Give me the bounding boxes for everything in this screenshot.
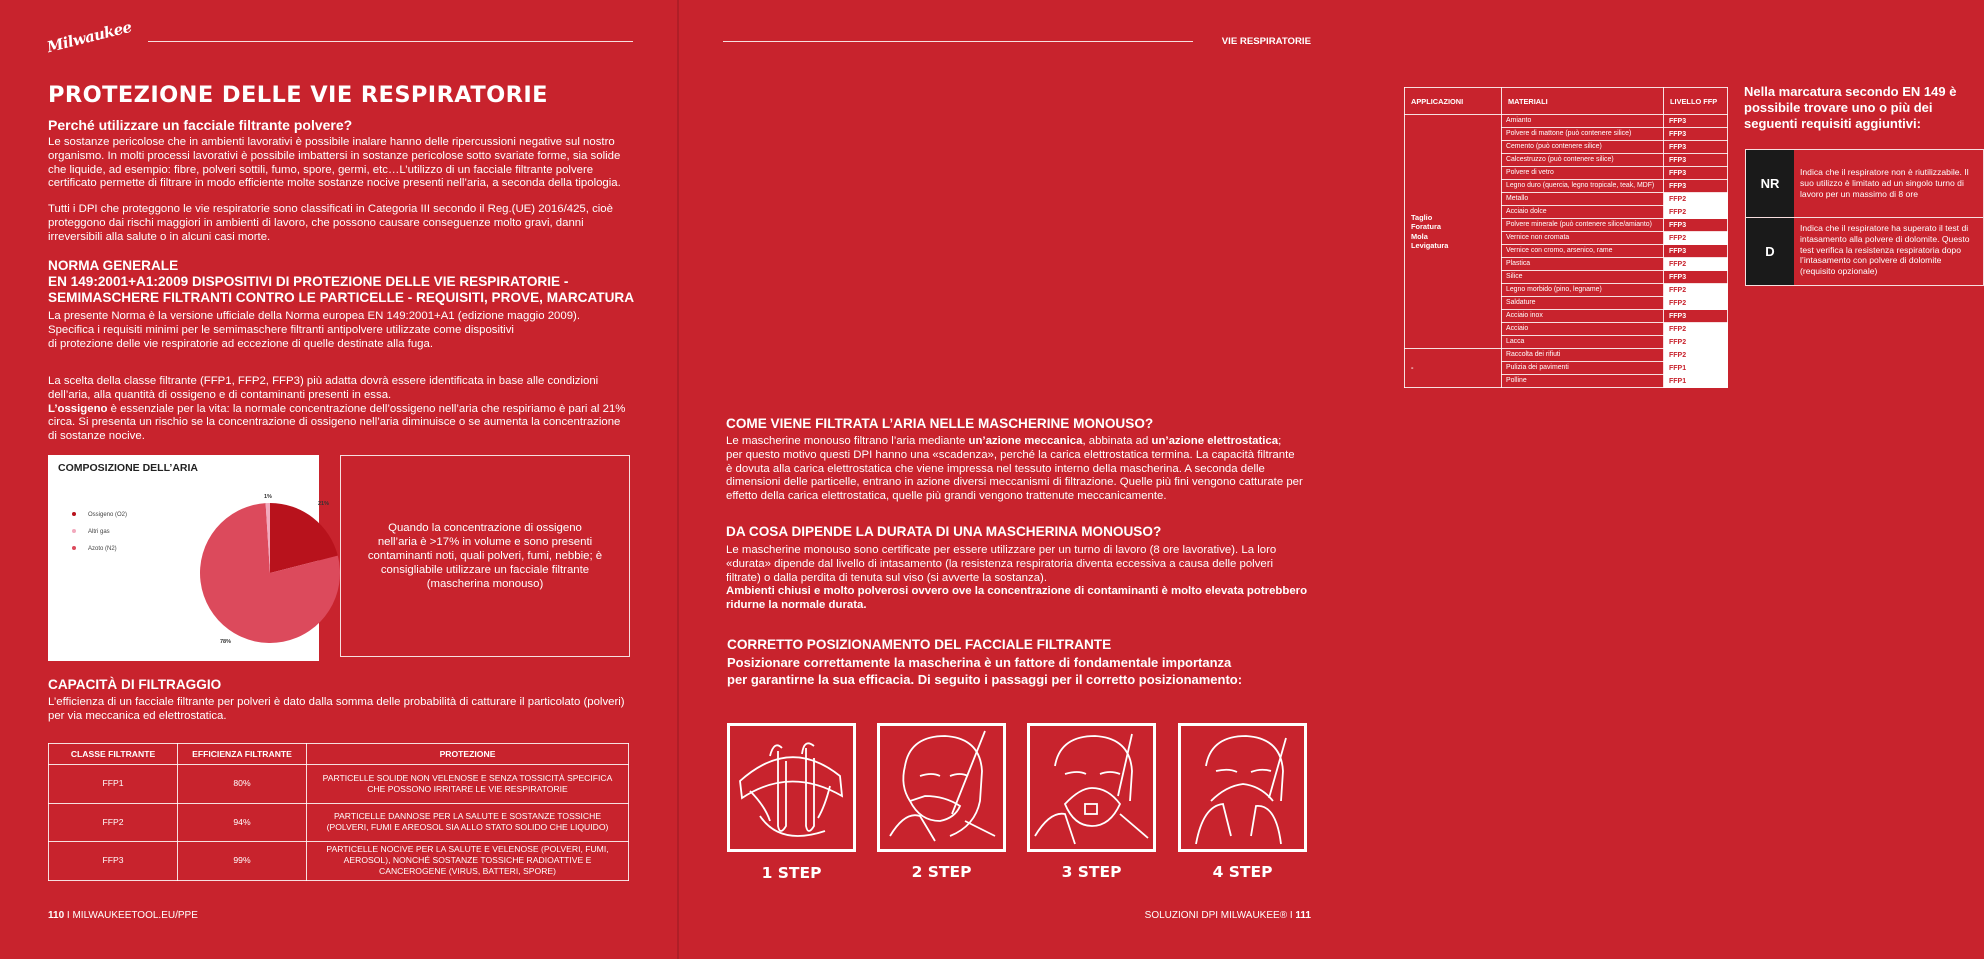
legend-marker bbox=[72, 512, 76, 516]
text-line: per garantirne la sua efficacia. Di seguito i passaggi per il corretto posizionamento: bbox=[727, 672, 1243, 687]
text-line: Ambienti chiusi e molto polverosi ovvero ove la concentrazione di contaminanti è molto elevata potrebbero bbox=[726, 585, 1308, 598]
ffp-level-cell: FFP2 bbox=[1664, 323, 1728, 336]
material-cell: Pulizia dei pavimenti bbox=[1502, 362, 1664, 375]
application-cell bbox=[1405, 115, 1502, 349]
text-line: La scelta della classe filtrante (FFP1, FFP2, FFP3) più adatta dovrà essere identificata in base alle condizioni bbox=[48, 375, 599, 387]
face-mask-icon bbox=[880, 726, 1003, 849]
material-cell: Lacca bbox=[1502, 336, 1664, 349]
text-span: è essenziale per la vita: la normale concentrazione dell’ossigeno nell’aria che respiriamo è pari al 21% bbox=[107, 402, 626, 415]
text-line: Le sostanze pericolose che in ambienti lavorativi è possibile inalare hanno delle ripercussioni negative sul nostro bbox=[48, 136, 615, 148]
text-line: per via meccanica ed elettrostatica. bbox=[48, 709, 227, 722]
footer-right bbox=[1145, 910, 1311, 921]
application-label: Mola bbox=[1411, 231, 1428, 241]
text-line: organismo. In molti processi lavorativi è possibile imbattersi in sostanze pericolose sotto svariate forme, sia solide bbox=[48, 149, 621, 162]
ffp-level-cell: FFP2 bbox=[1664, 349, 1728, 362]
material-cell: Saldature bbox=[1502, 297, 1664, 310]
table-cell: PARTICELLE SOLIDE NON VELENOSE E SENZA TOSSICITÀ SPECIFICA CHE POSSONO IRRITARE LE VIE RESPIRATORIE bbox=[307, 765, 629, 804]
text-line: L’efficienza di un facciale filtrante per polveri è dato dalla somma delle probabilità di catturare il particolato (polveri) bbox=[48, 696, 625, 708]
step-2-illustration bbox=[877, 723, 1006, 852]
material-cell: Polline bbox=[1502, 375, 1664, 388]
ffp-level-cell: FFP1 bbox=[1664, 375, 1728, 388]
category-paragraph bbox=[48, 203, 613, 244]
capacity-paragraph bbox=[48, 696, 625, 724]
positioning-subtitle bbox=[727, 654, 1242, 688]
text-line: filtrate) o dalla perdita di tenuta sul viso (si avverte la sostanza). bbox=[726, 571, 1047, 584]
ffp-level-cell: FFP3 bbox=[1664, 219, 1728, 232]
application-cell: - bbox=[1405, 349, 1502, 388]
note-text: Quando la concentrazione di ossigeno nell’aria è >17% in volume e sono presenti contaminanti noti, quali polveri, fumi, nebbie; è consigliabile utilizzare un facciale filtrante (mascherina monouso) bbox=[367, 522, 603, 590]
step-3-illustration bbox=[1027, 723, 1156, 852]
table-row bbox=[49, 803, 629, 842]
material-cell: Legno morbido (pino, legname) bbox=[1502, 284, 1664, 297]
milwaukee-logo bbox=[45, 17, 134, 57]
text-line bbox=[48, 403, 625, 417]
ffp-level-cell: FFP3 bbox=[1664, 180, 1728, 193]
table-cell: FFP2 bbox=[49, 803, 178, 842]
text-line: per questo motivo questi DPI hanno una «scadenza», perché la carica elettrostatica termina. La capacità filtrante bbox=[726, 448, 1295, 461]
material-cell: Acciaio dolce bbox=[1502, 206, 1664, 219]
ffp-level-cell: FFP2 bbox=[1664, 232, 1728, 245]
ffp-level-cell: FFP3 bbox=[1664, 115, 1728, 128]
text-line: certificato permette di filtrare in modo efficiente molte sostanze nocive presenti nell’aria, a seconda della tipologia. bbox=[48, 177, 621, 190]
application-label: Foratura bbox=[1411, 222, 1441, 231]
bold-term: L’ossigeno bbox=[48, 402, 108, 415]
material-cell: Raccolta dei rifiuti bbox=[1502, 349, 1664, 362]
face-mask-icon bbox=[1181, 726, 1304, 849]
air-composition-chart bbox=[48, 455, 330, 661]
requirements-table bbox=[1745, 149, 1984, 286]
table-row bbox=[49, 765, 629, 804]
text-line: effetto della carica elettrostatica, quelle più grandi vengono trattenute meccanicamente. bbox=[726, 490, 1167, 503]
text-line: Tutti i DPI che proteggono le vie respiratorie sono classificati in Categoria III secondo il Reg.(UE) 2016/425, cioè bbox=[48, 203, 613, 215]
column-header: EFFICIENZA FILTRANTE bbox=[178, 744, 307, 765]
ffp-level-cell: FFP2 bbox=[1664, 297, 1728, 310]
application-label: Levigatura bbox=[1411, 241, 1449, 250]
header-rule bbox=[723, 41, 1193, 42]
ffp-level-cell: FFP3 bbox=[1664, 141, 1728, 154]
logo-text: Milwaukee bbox=[45, 17, 134, 57]
norma-heading bbox=[48, 258, 634, 306]
material-cell: Acciaio bbox=[1502, 323, 1664, 336]
table-header-row bbox=[1405, 88, 1728, 115]
step-label: 2 STEP bbox=[911, 863, 972, 881]
footer-left bbox=[48, 910, 198, 921]
ffp-level-cell: FFP3 bbox=[1664, 167, 1728, 180]
requirement-code: NR bbox=[1746, 150, 1794, 217]
column-header: LIVELLO FFP bbox=[1664, 88, 1728, 115]
table-cell: FFP1 bbox=[49, 765, 178, 804]
page-number: 110 bbox=[48, 910, 65, 921]
text-line: di sostanze nocive. bbox=[48, 430, 145, 443]
slice-label: 1% bbox=[264, 494, 272, 500]
material-cell: Plastica bbox=[1502, 258, 1664, 271]
duration-heading: DA COSA DIPENDE LA DURATA DI UNA MASCHERINA MONOUSO? bbox=[726, 524, 1162, 539]
ffp-level-cell: FFP3 bbox=[1664, 245, 1728, 258]
table-cell: 80% bbox=[178, 765, 307, 804]
table-row bbox=[49, 842, 629, 881]
section-header: VIE RESPIRATORIE bbox=[1221, 36, 1311, 47]
step-label: 4 STEP bbox=[1212, 863, 1273, 881]
material-cell: Acciaio inox bbox=[1502, 310, 1664, 323]
heading-line: SEMIMASCHERE FILTRANTI CONTRO LE PARTICELLE - REQUISITI, PROVE, MARCATURA bbox=[48, 290, 635, 305]
material-cell: Calcestruzzo (può contenere silice) bbox=[1502, 154, 1664, 167]
step-1-illustration bbox=[727, 723, 856, 852]
materials-table bbox=[1404, 87, 1728, 388]
table-cell: 94% bbox=[178, 803, 307, 842]
material-cell: Polvere di vetro bbox=[1502, 167, 1664, 180]
text-line: di protezione delle vie respiratorie ad eccezione di quelle destinate alla fuga. bbox=[48, 337, 433, 350]
table-cell: FFP3 bbox=[49, 842, 178, 881]
ffp-level-cell: FFP2 bbox=[1664, 193, 1728, 206]
text-line: ridurne la normale durata. bbox=[726, 599, 867, 612]
requirement-desc: Indica che il respiratore non è riutilizzabile. Il suo utilizzo è limitato ad un singolo turno di lavoro per un massimo di 8 ore bbox=[1800, 167, 1969, 199]
text-line: «durata» dipende dal livello di intasamento (la resistenza respiratoria diventa eccessiva a causa delle polveri bbox=[726, 557, 1274, 570]
positioning-heading: CORRETTO POSIZIONAMENTO DEL FACCIALE FILTRANTE bbox=[727, 637, 1112, 652]
table-row bbox=[1405, 115, 1728, 128]
table-row bbox=[1405, 349, 1728, 362]
material-cell: Metallo bbox=[1502, 193, 1664, 206]
bold-term: un’azione elettrostatica bbox=[1151, 435, 1279, 447]
column-header: PROTEZIONE bbox=[307, 744, 629, 765]
text-line: dimensioni delle particelle, entrano in azione diversi meccanismi di filtrazione. Quelle più fini vengono catturate per bbox=[726, 476, 1303, 489]
left-page bbox=[0, 0, 678, 959]
footer-url[interactable]: I MILWAUKEETOOL.EU/PPE bbox=[64, 910, 198, 921]
application-label: Taglio bbox=[1411, 212, 1433, 222]
text-line: Le mascherine monouso sono certificate per essere utilizzare per un turno di lavoro (8 ore lavorative). La loro bbox=[726, 544, 1277, 556]
material-cell: Amianto bbox=[1502, 115, 1664, 128]
text-line: dell’aria, alla quantità di ossigeno e di contaminanti presenti in essa. bbox=[48, 388, 392, 401]
text-line: Posizionare correttamente la mascherina è un fattore di fondamentale importanza bbox=[727, 655, 1232, 670]
table-header-row bbox=[49, 744, 629, 765]
material-cell: Legno duro (quercia, legno tropicale, teak, MDF) bbox=[1502, 180, 1664, 193]
ffp-level-cell: FFP1 bbox=[1664, 362, 1728, 375]
requirement-desc: Indica che il respiratore ha superato il test di intasamento alla polvere di dolomite. Questo test verifica la resistenza respiratoria dopo l’intasamento con polvere di dolomite (requisito opzionale) bbox=[1800, 223, 1970, 277]
material-cell: Vernice non cromata bbox=[1502, 232, 1664, 245]
oxygen-note-box bbox=[340, 455, 630, 657]
table-cell: 99% bbox=[178, 842, 307, 881]
material-cell: Cemento (può contenere silice) bbox=[1502, 141, 1664, 154]
text-line: è dovuta alla carica elettrostatica che viene impressa nel tessuto interno della mascherina. A seconda delle bbox=[726, 462, 1265, 475]
requirement-row bbox=[1746, 150, 1983, 218]
step-4-illustration bbox=[1178, 723, 1307, 852]
pie-chart bbox=[48, 455, 330, 661]
text-line: Specifica i requisiti minimi per le semimaschere filtranti antipolvere utilizzate come dispositivi bbox=[48, 323, 514, 336]
legend-marker bbox=[72, 546, 76, 550]
filtration-heading: COME VIENE FILTRATA L’ARIA NELLE MASCHERINE MONOUSO? bbox=[726, 416, 1154, 431]
slice-label: 21% bbox=[318, 501, 330, 507]
column-header: CLASSE FILTRANTE bbox=[49, 744, 178, 765]
capacity-heading: CAPACITÀ DI FILTRAGGIO bbox=[48, 677, 222, 692]
step-label: 3 STEP bbox=[1061, 863, 1122, 881]
requirement-code: D bbox=[1746, 218, 1794, 285]
face-mask-icon bbox=[1030, 726, 1153, 849]
filtration-table bbox=[48, 743, 629, 881]
ffp-level-cell: FFP2 bbox=[1664, 336, 1728, 349]
text-line: circa. Si presenta un rischio se la concentrazione di ossigeno nell’aria diminuisce o se aumenta la concentrazione bbox=[48, 416, 621, 429]
legend-label: Altri gas bbox=[88, 529, 110, 535]
filtration-paragraph bbox=[726, 435, 1303, 504]
oxygen-paragraph bbox=[48, 375, 625, 444]
text-span: , abbinata ad bbox=[1082, 435, 1152, 447]
ffp-level-cell: FFP3 bbox=[1664, 154, 1728, 167]
page-number: 111 bbox=[1295, 910, 1311, 921]
legend-label: Ossigeno (O2) bbox=[88, 512, 128, 518]
text-span: ; bbox=[1278, 435, 1282, 447]
requirement-row bbox=[1746, 218, 1983, 285]
chart-title: COMPOSIZIONE DELL’ARIA bbox=[58, 462, 199, 474]
duration-paragraph bbox=[726, 544, 1307, 613]
text-line: che liquide, ad esempio: fibre, polveri sottili, fumo, spore, germi, etc…L’utilizzo di un facciale filtrante polvere bbox=[48, 163, 594, 176]
right-page bbox=[678, 0, 1970, 959]
heading-line: NORMA GENERALE bbox=[48, 258, 179, 273]
text-line: La presente Norma è la versione ufficiale della Norma europea EN 149:2001+A1 (edizione maggio 2009). bbox=[48, 310, 580, 322]
ffp-level-cell: FFP2 bbox=[1664, 284, 1728, 297]
requirements-title: Nella marcatura secondo EN 149 è possibile trovare uno o più dei seguenti requisiti aggiuntivi: bbox=[1744, 84, 1957, 131]
text-span: Le mascherine monouso filtrano l’aria mediante bbox=[726, 435, 969, 447]
ffp-level-cell: FFP3 bbox=[1664, 310, 1728, 323]
heading-line: EN 149:2001+A1:2009 DISPOSITIVI DI PROTEZIONE DELLE VIE RESPIRATORIE - bbox=[48, 274, 569, 289]
material-cell: Silice bbox=[1502, 271, 1664, 284]
intro-paragraph bbox=[48, 136, 621, 191]
text-line: proteggono dai rischi maggiori in ambienti di lavoro, che possono causare conseguenze molto gravi, danni bbox=[48, 216, 584, 229]
footer-text: SOLUZIONI DPI MILWAUKEE® I bbox=[1144, 910, 1296, 921]
norma-paragraph bbox=[48, 310, 580, 351]
step-label: 1 STEP bbox=[761, 864, 822, 882]
column-header: MATERIALI bbox=[1502, 88, 1664, 115]
text-line: irreversibili alla salute o in alcuni casi morte. bbox=[48, 230, 271, 243]
slice-label: 78% bbox=[220, 639, 232, 645]
legend-marker bbox=[72, 529, 76, 533]
section-question: Perché utilizzare un facciale filtrante polvere? bbox=[48, 117, 353, 133]
ffp-level-cell: FFP3 bbox=[1664, 128, 1728, 141]
ffp-level-cell: FFP2 bbox=[1664, 258, 1728, 271]
page-title: PROTEZIONE DELLE VIE RESPIRATORIE bbox=[48, 82, 548, 108]
table-cell: PARTICELLE DANNOSE PER LA SALUTE E SOSTANZE TOSSICHE (POLVERI, FUMI E AREOSOL SIA ALLO STATO SOLIDO CHE LIQUIDO) bbox=[307, 803, 629, 842]
mask-hands-icon bbox=[730, 726, 853, 849]
legend-label: Azoto (N2) bbox=[88, 546, 117, 552]
material-cell: Vernice con cromo, arsenico, rame bbox=[1502, 245, 1664, 258]
material-cell: Polvere minerale (può contenere silice/amianto) bbox=[1502, 219, 1664, 232]
header-rule bbox=[148, 41, 633, 42]
material-cell: Polvere di mattone (può contenere silice) bbox=[1502, 128, 1664, 141]
text-line bbox=[726, 435, 1303, 449]
column-header: APPLICAZIONI bbox=[1405, 88, 1502, 115]
ffp-level-cell: FFP3 bbox=[1664, 271, 1728, 284]
ffp-level-cell: FFP2 bbox=[1664, 206, 1728, 219]
table-cell: PARTICELLE NOCIVE PER LA SALUTE E VELENOSE (POLVERI, FUMI, AEROSOL), NONCHÉ SOSTANZE TOSSICHE RADIOATTIVE E CANCEROGENE (VIRUS, BATTERI, SPORE) bbox=[307, 842, 629, 881]
bold-term: un’azione meccanica bbox=[968, 435, 1083, 447]
